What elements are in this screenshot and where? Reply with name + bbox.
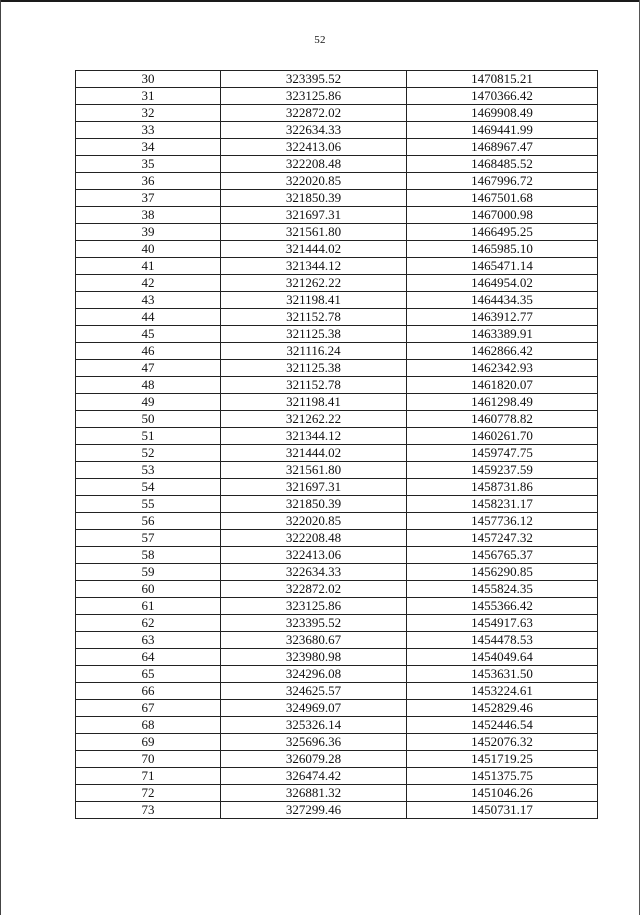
table-row — [76, 258, 598, 275]
table-row — [76, 139, 598, 156]
y-coordinate-cell: 1454478.53 — [407, 632, 598, 649]
x-coordinate-cell: 322208.48 — [221, 156, 407, 173]
table-row — [76, 479, 598, 496]
point-number-cell: 39 — [76, 224, 221, 241]
y-coordinate-cell: 1457736.12 — [407, 513, 598, 530]
y-coordinate-cell: 1469908.49 — [407, 105, 598, 122]
table-row — [76, 683, 598, 700]
y-coordinate-cell: 1465471.14 — [407, 258, 598, 275]
coordinates-table — [75, 70, 598, 819]
point-number-cell: 47 — [76, 360, 221, 377]
table-row — [76, 666, 598, 683]
point-number-cell: 55 — [76, 496, 221, 513]
x-coordinate-cell: 321561.80 — [221, 224, 407, 241]
x-coordinate-cell: 326881.32 — [221, 785, 407, 802]
y-coordinate-cell: 1465985.10 — [407, 241, 598, 258]
table-row — [76, 292, 598, 309]
point-number-cell: 62 — [76, 615, 221, 632]
table-row — [76, 377, 598, 394]
y-coordinate-cell: 1452829.46 — [407, 700, 598, 717]
x-coordinate-cell: 321152.78 — [221, 377, 407, 394]
x-coordinate-cell: 325326.14 — [221, 717, 407, 734]
x-coordinate-cell: 321444.02 — [221, 241, 407, 258]
table-row — [76, 581, 598, 598]
table-row — [76, 309, 598, 326]
y-coordinate-cell: 1470366.42 — [407, 88, 598, 105]
point-number-cell: 48 — [76, 377, 221, 394]
y-coordinate-cell: 1457247.32 — [407, 530, 598, 547]
point-number-cell: 49 — [76, 394, 221, 411]
point-number-cell: 57 — [76, 530, 221, 547]
table-row — [76, 445, 598, 462]
y-coordinate-cell: 1469441.99 — [407, 122, 598, 139]
x-coordinate-cell: 323395.52 — [221, 615, 407, 632]
table-row — [76, 173, 598, 190]
y-coordinate-cell: 1451375.75 — [407, 768, 598, 785]
table-row — [76, 88, 598, 105]
table-row — [76, 768, 598, 785]
point-number-cell: 53 — [76, 462, 221, 479]
x-coordinate-cell: 322872.02 — [221, 105, 407, 122]
point-number-cell: 32 — [76, 105, 221, 122]
y-coordinate-cell: 1455366.42 — [407, 598, 598, 615]
point-number-cell: 54 — [76, 479, 221, 496]
x-coordinate-cell: 321262.22 — [221, 411, 407, 428]
table-row — [76, 428, 598, 445]
table-row — [76, 275, 598, 292]
x-coordinate-cell: 324296.08 — [221, 666, 407, 683]
x-coordinate-cell: 322872.02 — [221, 581, 407, 598]
y-coordinate-cell: 1458231.17 — [407, 496, 598, 513]
x-coordinate-cell: 322208.48 — [221, 530, 407, 547]
y-coordinate-cell: 1454917.63 — [407, 615, 598, 632]
table-row — [76, 224, 598, 241]
point-number-cell: 70 — [76, 751, 221, 768]
point-number-cell: 41 — [76, 258, 221, 275]
table-row — [76, 751, 598, 768]
point-number-cell: 31 — [76, 88, 221, 105]
y-coordinate-cell: 1462866.42 — [407, 343, 598, 360]
point-number-cell: 44 — [76, 309, 221, 326]
point-number-cell: 65 — [76, 666, 221, 683]
table-row — [76, 156, 598, 173]
y-coordinate-cell: 1460261.70 — [407, 428, 598, 445]
point-number-cell: 38 — [76, 207, 221, 224]
table-row — [76, 411, 598, 428]
point-number-cell: 67 — [76, 700, 221, 717]
point-number-cell: 68 — [76, 717, 221, 734]
table-row — [76, 700, 598, 717]
y-coordinate-cell: 1467000.98 — [407, 207, 598, 224]
point-number-cell: 64 — [76, 649, 221, 666]
x-coordinate-cell: 326474.42 — [221, 768, 407, 785]
table-row — [76, 343, 598, 360]
point-number-cell: 60 — [76, 581, 221, 598]
y-coordinate-cell: 1458731.86 — [407, 479, 598, 496]
point-number-cell: 43 — [76, 292, 221, 309]
y-coordinate-cell: 1460778.82 — [407, 411, 598, 428]
x-coordinate-cell: 321850.39 — [221, 496, 407, 513]
point-number-cell: 46 — [76, 343, 221, 360]
x-coordinate-cell: 322634.33 — [221, 122, 407, 139]
point-number-cell: 36 — [76, 173, 221, 190]
page-number: 52 — [314, 34, 326, 46]
point-number-cell: 52 — [76, 445, 221, 462]
point-number-cell: 72 — [76, 785, 221, 802]
point-number-cell: 71 — [76, 768, 221, 785]
y-coordinate-cell: 1466495.25 — [407, 224, 598, 241]
table-row — [76, 564, 598, 581]
scan-edge-top — [0, 0, 640, 2]
point-number-cell: 50 — [76, 411, 221, 428]
y-coordinate-cell: 1467996.72 — [407, 173, 598, 190]
y-coordinate-cell: 1455824.35 — [407, 581, 598, 598]
table-row — [76, 122, 598, 139]
point-number-cell: 40 — [76, 241, 221, 258]
y-coordinate-cell: 1451046.26 — [407, 785, 598, 802]
table-row — [76, 394, 598, 411]
x-coordinate-cell: 321125.38 — [221, 360, 407, 377]
point-number-cell: 51 — [76, 428, 221, 445]
x-coordinate-cell: 327299.46 — [221, 802, 407, 819]
table-row — [76, 598, 598, 615]
x-coordinate-cell: 321561.80 — [221, 462, 407, 479]
x-coordinate-cell: 321444.02 — [221, 445, 407, 462]
x-coordinate-cell: 321116.24 — [221, 343, 407, 360]
y-coordinate-cell: 1461298.49 — [407, 394, 598, 411]
y-coordinate-cell: 1452446.54 — [407, 717, 598, 734]
y-coordinate-cell: 1463912.77 — [407, 309, 598, 326]
point-number-cell: 61 — [76, 598, 221, 615]
point-number-cell: 35 — [76, 156, 221, 173]
x-coordinate-cell: 321152.78 — [221, 309, 407, 326]
point-number-cell: 34 — [76, 139, 221, 156]
point-number-cell: 42 — [76, 275, 221, 292]
y-coordinate-cell: 1451719.25 — [407, 751, 598, 768]
table-row — [76, 734, 598, 751]
x-coordinate-cell: 326079.28 — [221, 751, 407, 768]
y-coordinate-cell: 1462342.93 — [407, 360, 598, 377]
x-coordinate-cell: 321697.31 — [221, 479, 407, 496]
table-row — [76, 462, 598, 479]
x-coordinate-cell: 323680.67 — [221, 632, 407, 649]
x-coordinate-cell: 323980.98 — [221, 649, 407, 666]
x-coordinate-cell: 321344.12 — [221, 428, 407, 445]
table-row — [76, 513, 598, 530]
point-number-cell: 63 — [76, 632, 221, 649]
x-coordinate-cell: 321198.41 — [221, 292, 407, 309]
table-row — [76, 326, 598, 343]
x-coordinate-cell: 321697.31 — [221, 207, 407, 224]
y-coordinate-cell: 1461820.07 — [407, 377, 598, 394]
table-row — [76, 496, 598, 513]
table-row — [76, 717, 598, 734]
y-coordinate-cell: 1456290.85 — [407, 564, 598, 581]
y-coordinate-cell: 1453224.61 — [407, 683, 598, 700]
point-number-cell: 73 — [76, 802, 221, 819]
table-row — [76, 649, 598, 666]
table-row — [76, 190, 598, 207]
point-number-cell: 69 — [76, 734, 221, 751]
x-coordinate-cell: 322413.06 — [221, 139, 407, 156]
x-coordinate-cell: 321344.12 — [221, 258, 407, 275]
x-coordinate-cell: 321850.39 — [221, 190, 407, 207]
table-row — [76, 530, 598, 547]
scan-edge-left — [0, 0, 1, 915]
table-row — [76, 632, 598, 649]
y-coordinate-cell: 1470815.21 — [407, 71, 598, 88]
y-coordinate-cell: 1454049.64 — [407, 649, 598, 666]
y-coordinate-cell: 1463389.91 — [407, 326, 598, 343]
x-coordinate-cell: 322634.33 — [221, 564, 407, 581]
table-row — [76, 105, 598, 122]
y-coordinate-cell: 1456765.37 — [407, 547, 598, 564]
point-number-cell: 59 — [76, 564, 221, 581]
table-row — [76, 615, 598, 632]
point-number-cell: 56 — [76, 513, 221, 530]
y-coordinate-cell: 1453631.50 — [407, 666, 598, 683]
table-row — [76, 71, 598, 88]
x-coordinate-cell: 323125.86 — [221, 598, 407, 615]
x-coordinate-cell: 322413.06 — [221, 547, 407, 564]
y-coordinate-cell: 1468485.52 — [407, 156, 598, 173]
x-coordinate-cell: 323395.52 — [221, 71, 407, 88]
point-number-cell: 58 — [76, 547, 221, 564]
x-coordinate-cell: 325696.36 — [221, 734, 407, 751]
y-coordinate-cell: 1452076.32 — [407, 734, 598, 751]
point-number-cell: 37 — [76, 190, 221, 207]
point-number-cell: 30 — [76, 71, 221, 88]
y-coordinate-cell: 1459747.75 — [407, 445, 598, 462]
x-coordinate-cell: 323125.86 — [221, 88, 407, 105]
x-coordinate-cell: 321198.41 — [221, 394, 407, 411]
coordinates-table-body — [76, 71, 598, 819]
y-coordinate-cell: 1464434.35 — [407, 292, 598, 309]
x-coordinate-cell: 321262.22 — [221, 275, 407, 292]
point-number-cell: 45 — [76, 326, 221, 343]
table-row — [76, 802, 598, 819]
y-coordinate-cell: 1450731.17 — [407, 802, 598, 819]
y-coordinate-cell: 1459237.59 — [407, 462, 598, 479]
table-row — [76, 207, 598, 224]
x-coordinate-cell: 322020.85 — [221, 513, 407, 530]
y-coordinate-cell: 1467501.68 — [407, 190, 598, 207]
table-row — [76, 547, 598, 564]
x-coordinate-cell: 324625.57 — [221, 683, 407, 700]
table-row — [76, 785, 598, 802]
x-coordinate-cell: 321125.38 — [221, 326, 407, 343]
table-row — [76, 360, 598, 377]
y-coordinate-cell: 1464954.02 — [407, 275, 598, 292]
point-number-cell: 66 — [76, 683, 221, 700]
table-row — [76, 241, 598, 258]
x-coordinate-cell: 324969.07 — [221, 700, 407, 717]
x-coordinate-cell: 322020.85 — [221, 173, 407, 190]
point-number-cell: 33 — [76, 122, 221, 139]
y-coordinate-cell: 1468967.47 — [407, 139, 598, 156]
